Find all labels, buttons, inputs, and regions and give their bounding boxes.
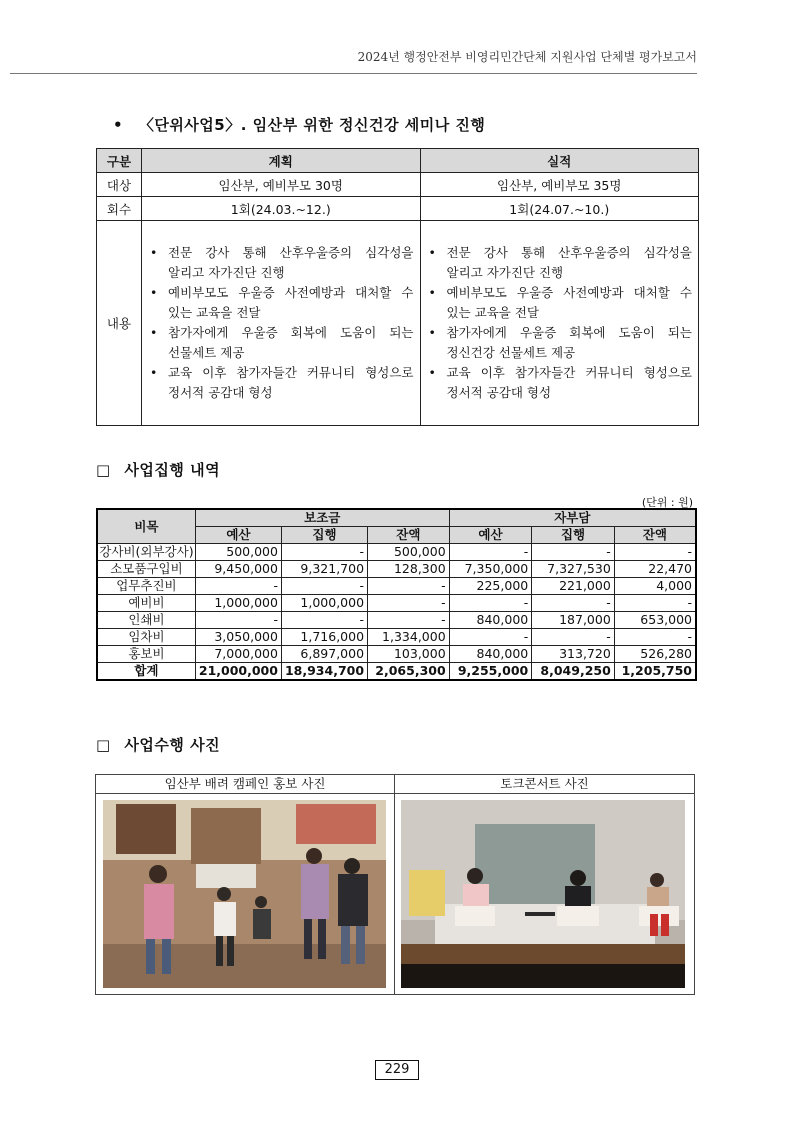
- amount-cell: 7,000,000: [195, 646, 281, 663]
- col-budget: 예산: [195, 527, 281, 544]
- item-name-cell: 홍보비: [97, 646, 195, 663]
- amount-cell: 313,720: [532, 646, 615, 663]
- amount-cell: 225,000: [449, 578, 532, 595]
- col-balance: 잔액: [614, 527, 696, 544]
- amount-cell: -: [449, 544, 532, 561]
- amount-cell: 653,000: [614, 612, 696, 629]
- total-cell: 1,205,750: [614, 663, 696, 681]
- section1-bullet: •: [113, 116, 124, 134]
- result-content-cell: [420, 221, 699, 426]
- section3-title: 사업수행 사진: [124, 736, 221, 754]
- total-cell: 21,000,000: [195, 663, 281, 681]
- amount-cell: 1,000,000: [195, 595, 281, 612]
- amount-cell: -: [368, 595, 450, 612]
- list-item: • 참가자에게 우울증 회복에 도움이 되는 선물세트 제공: [142, 323, 414, 363]
- table-row: [97, 646, 696, 663]
- amount-cell: -: [281, 544, 367, 561]
- amount-cell: 526,280: [614, 646, 696, 663]
- row-label: 대상: [97, 173, 142, 197]
- campaign-photo: [96, 794, 394, 994]
- section1-title: 〈단위사업5〉. 임산부 위한 정신건강 세미나 진행: [138, 116, 486, 134]
- section2-title: 사업집행 내역: [124, 461, 221, 479]
- total-cell: 18,934,700: [281, 663, 367, 681]
- total-cell: 2,065,300: [368, 663, 450, 681]
- amount-cell: 4,000: [614, 578, 696, 595]
- result-items-list: [421, 243, 699, 403]
- item-name-cell: 강사비(외부강사): [97, 544, 195, 561]
- col-category: 구분: [97, 149, 142, 173]
- item-name-cell: 예비비: [97, 595, 195, 612]
- amount-cell: -: [614, 595, 696, 612]
- amount-cell: -: [449, 629, 532, 646]
- concert-photo: [395, 794, 694, 994]
- table-row: [97, 595, 696, 612]
- unit-label: (단위 : 원): [641, 496, 693, 509]
- photo-cell: [395, 794, 695, 995]
- result-cell: 임산부, 예비부모 35명: [420, 173, 699, 197]
- group-self: 자부담: [449, 509, 696, 527]
- amount-cell: 128,300: [368, 561, 450, 578]
- amount-cell: -: [449, 595, 532, 612]
- amount-cell: -: [614, 629, 696, 646]
- total-row: [97, 663, 696, 681]
- budget-table: [96, 508, 697, 681]
- section3-heading: [96, 734, 220, 755]
- amount-cell: 1,716,000: [281, 629, 367, 646]
- amount-cell: 9,321,700: [281, 561, 367, 578]
- item-name-cell: 업무추진비: [97, 578, 195, 595]
- amount-cell: 3,050,000: [195, 629, 281, 646]
- amount-cell: -: [195, 612, 281, 629]
- amount-cell: -: [281, 612, 367, 629]
- amount-cell: 1,334,000: [368, 629, 450, 646]
- photo-caption: 임산부 배려 캠페인 홍보 사진: [96, 775, 395, 794]
- amount-cell: 9,450,000: [195, 561, 281, 578]
- group-subsidy: 보조금: [195, 509, 449, 527]
- table-row: [97, 561, 696, 578]
- amount-cell: -: [532, 595, 615, 612]
- plan-content-cell: [142, 221, 421, 426]
- amount-cell: 500,000: [368, 544, 450, 561]
- amount-cell: -: [614, 544, 696, 561]
- section1-heading: [113, 114, 485, 135]
- checkbox-marker: □: [96, 736, 111, 754]
- amount-cell: -: [368, 612, 450, 629]
- row-label: 회수: [97, 197, 142, 221]
- amount-cell: -: [532, 544, 615, 561]
- amount-cell: -: [532, 629, 615, 646]
- col-plan: 계획: [142, 149, 421, 173]
- report-header: 2024년 행정안전부 비영리민간단체 지원사업 단체별 평가보고서: [357, 50, 697, 64]
- amount-cell: 7,350,000: [449, 561, 532, 578]
- content-row: [97, 221, 699, 426]
- list-item: • 전문 강사 통해 산후우울증의 심각성을 알리고 자가진단 진행: [421, 243, 693, 283]
- amount-cell: 221,000: [532, 578, 615, 595]
- photo-caption: 토크콘서트 사진: [395, 775, 695, 794]
- amount-cell: 1,000,000: [281, 595, 367, 612]
- list-item: • 예비부모도 우울증 사전예방과 대처할 수 있는 교육을 전달: [421, 283, 693, 323]
- photo-cell: [96, 794, 395, 995]
- total-label: 합계: [97, 663, 195, 681]
- list-item: • 참가자에게 우울증 회복에 도움이 되는 정신건강 선물세트 제공: [421, 323, 693, 363]
- plan-result-table: [96, 148, 699, 426]
- col-executed: 집행: [281, 527, 367, 544]
- list-item: • 전문 강사 통해 산후우울증의 심각성을 알리고 자가진단 진행: [142, 243, 414, 283]
- plan-cell: 임산부, 예비부모 30명: [142, 173, 421, 197]
- amount-cell: 22,470: [614, 561, 696, 578]
- concert-photo-image: [395, 794, 694, 994]
- page-number: 229: [375, 1060, 419, 1080]
- col-item: 비목: [97, 509, 195, 544]
- table-row: [97, 173, 699, 197]
- campaign-photo-image: [96, 794, 394, 994]
- list-item: • 교육 이후 참가자들간 커뮤니티 형성으로 정서적 공감대 형성: [421, 363, 693, 403]
- result-cell: 1회(24.07.~10.): [420, 197, 699, 221]
- col-result: 실적: [420, 149, 699, 173]
- amount-cell: 840,000: [449, 612, 532, 629]
- amount-cell: 500,000: [195, 544, 281, 561]
- plan-cell: 1회(24.03.~12.): [142, 197, 421, 221]
- table-row: [97, 544, 696, 561]
- col-executed: 집행: [532, 527, 615, 544]
- amount-cell: 6,897,000: [281, 646, 367, 663]
- section2-heading: [96, 459, 220, 480]
- item-name-cell: 임차비: [97, 629, 195, 646]
- amount-cell: 103,000: [368, 646, 450, 663]
- photo-table: [95, 774, 695, 995]
- amount-cell: 187,000: [532, 612, 615, 629]
- item-name-cell: 인쇄비: [97, 612, 195, 629]
- header-divider: [10, 73, 697, 74]
- table-row: [97, 197, 699, 221]
- amount-cell: 7,327,530: [532, 561, 615, 578]
- content-label: 내용: [97, 221, 142, 426]
- amount-cell: -: [281, 578, 367, 595]
- list-item: • 예비부모도 우울증 사전예방과 대처할 수 있는 교육을 전달: [142, 283, 414, 323]
- amount-cell: -: [195, 578, 281, 595]
- col-balance: 잔액: [368, 527, 450, 544]
- total-cell: 9,255,000: [449, 663, 532, 681]
- item-name-cell: 소모품구입비: [97, 561, 195, 578]
- amount-cell: -: [368, 578, 450, 595]
- plan-items-list: [142, 243, 420, 403]
- table-row: [97, 612, 696, 629]
- table-row: [97, 578, 696, 595]
- total-cell: 8,049,250: [532, 663, 615, 681]
- table-row: [97, 629, 696, 646]
- list-item: • 교육 이후 참가자들간 커뮤니티 형성으로 정서적 공감대 형성: [142, 363, 414, 403]
- col-budget: 예산: [449, 527, 532, 544]
- checkbox-marker: □: [96, 461, 111, 479]
- amount-cell: 840,000: [449, 646, 532, 663]
